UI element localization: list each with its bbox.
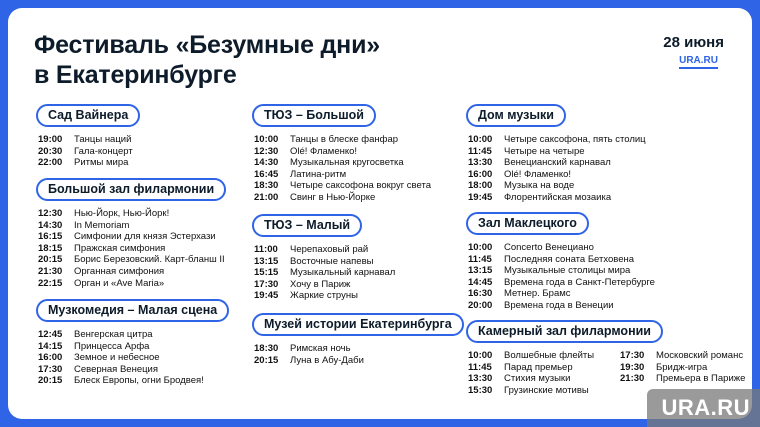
event-name: Музыкальные столицы мира xyxy=(504,265,631,277)
section-tyuz-big xyxy=(252,104,431,204)
event-name: Луна в Абу-Даби xyxy=(290,354,364,366)
event-name: Премьера в Париже xyxy=(656,373,746,385)
event-name: Бридж-игра xyxy=(656,361,708,373)
event-time: 16:45 xyxy=(254,168,279,180)
event-time: 16:15 xyxy=(38,231,63,243)
event-time: 16:30 xyxy=(468,288,493,300)
event-time: 21:30 xyxy=(38,265,63,277)
event-name: Жаркие струны xyxy=(290,290,358,302)
event-row xyxy=(254,157,431,169)
event-time: 22:15 xyxy=(38,277,63,289)
event-time: 12:45 xyxy=(38,329,63,340)
event-row xyxy=(38,243,226,255)
event-name: Olé! Фламенко! xyxy=(290,145,358,157)
section-header: Музей истории Екатеринбурга xyxy=(252,313,464,336)
event-time: 17:30 xyxy=(254,278,279,290)
event-row xyxy=(38,208,226,220)
section-maklecky xyxy=(466,212,655,312)
event-name: Венгерская цитра xyxy=(74,329,153,340)
event-row xyxy=(38,364,229,376)
event-time: 15:30 xyxy=(468,384,493,396)
section-philharmonic xyxy=(36,178,226,289)
event-time: 20:15 xyxy=(38,375,63,387)
section-museum xyxy=(252,313,464,366)
event-time: 16:00 xyxy=(38,352,63,364)
page-title xyxy=(34,30,380,90)
event-name: Последняя соната Бетховена xyxy=(504,253,635,265)
section-header: ТЮЗ – Большой xyxy=(252,104,376,127)
event-time: 20:00 xyxy=(468,299,493,311)
event-name: Ритмы мира xyxy=(74,157,129,169)
event-row xyxy=(254,134,431,146)
event-name: Concerto Венециано xyxy=(504,242,594,253)
title-line-1: Фестиваль «Безумные дни» xyxy=(34,31,380,59)
event-name: Грузинские мотивы xyxy=(504,384,589,396)
event-name: Гала-концерт xyxy=(74,145,133,157)
event-row xyxy=(38,220,226,232)
event-time: 21:00 xyxy=(254,191,279,203)
event-time: 19:45 xyxy=(468,191,493,203)
event-list xyxy=(252,134,431,204)
section-muzkomedia xyxy=(36,299,229,387)
section-chamber xyxy=(466,320,752,396)
event-time: 10:00 xyxy=(468,134,493,145)
event-row xyxy=(468,254,655,266)
section-dom-muzyki xyxy=(466,104,646,204)
event-row xyxy=(620,350,752,362)
section-header: Сад Вайнера xyxy=(36,104,140,127)
event-row xyxy=(254,279,395,291)
event-name: Музыкальная кругосветка xyxy=(290,157,404,169)
event-row xyxy=(468,373,618,385)
event-row xyxy=(38,329,229,341)
event-time: 12:30 xyxy=(254,145,279,157)
poster-card xyxy=(8,8,752,419)
event-row xyxy=(468,134,646,146)
event-row xyxy=(254,180,431,192)
event-time: 20:15 xyxy=(38,254,63,266)
brand-logo: URA.RU xyxy=(679,55,718,69)
event-row xyxy=(468,288,655,300)
event-name: Танцы наций xyxy=(74,134,132,145)
event-name: Olé! Фламенко! xyxy=(504,168,572,180)
event-name: Стихия музыки xyxy=(504,373,571,385)
event-row xyxy=(468,362,618,374)
event-time: 20:30 xyxy=(38,145,63,157)
event-row xyxy=(254,343,464,355)
event-time: 22:00 xyxy=(38,157,63,169)
event-time: 18:30 xyxy=(254,343,279,354)
event-time: 11:45 xyxy=(468,253,492,265)
event-time: 10:00 xyxy=(468,350,493,361)
event-row xyxy=(468,242,655,254)
section-header: Дом музыки xyxy=(466,104,566,127)
event-row xyxy=(38,146,140,158)
event-list xyxy=(36,208,226,289)
section-header: Музкомедия – Малая сцена xyxy=(36,299,229,322)
event-time: 10:00 xyxy=(468,242,493,253)
event-time: 18:30 xyxy=(254,180,279,192)
event-name: Черепаховый рай xyxy=(290,244,369,255)
event-row xyxy=(254,169,431,181)
event-row xyxy=(254,244,395,256)
event-name: Симфонии для князя Эстерхази xyxy=(74,231,216,243)
event-row xyxy=(620,362,752,374)
event-name: Музыкальный карнавал xyxy=(290,267,396,279)
event-time: 14:30 xyxy=(254,157,279,169)
event-time: 19:00 xyxy=(38,134,63,145)
section-header: Камерный зал филармонии xyxy=(466,320,663,343)
event-name: Четыре саксофона, пять столиц xyxy=(504,134,646,145)
event-time: 13:15 xyxy=(468,265,493,277)
festival-date: 28 июня xyxy=(663,34,724,51)
event-time: 12:30 xyxy=(38,208,63,219)
event-time: 13:15 xyxy=(254,255,279,267)
event-time: 11:00 xyxy=(254,244,278,255)
event-time: 13:30 xyxy=(468,157,493,169)
event-row xyxy=(254,256,395,268)
event-list xyxy=(36,134,140,169)
event-name: Борис Березовский. Карт-бланш II xyxy=(74,254,225,266)
event-time: 18:15 xyxy=(38,242,63,254)
event-time: 16:00 xyxy=(468,168,493,180)
event-time: 11:45 xyxy=(468,145,492,157)
event-name: Нью-Йорк, Нью-Йорк! xyxy=(74,208,170,219)
event-time: 17:30 xyxy=(38,363,63,375)
section-header: Большой зал филармонии xyxy=(36,178,226,201)
event-row xyxy=(468,169,646,181)
event-row xyxy=(38,352,229,364)
event-row xyxy=(38,231,226,243)
event-row xyxy=(468,265,655,277)
event-row xyxy=(38,254,226,266)
event-row xyxy=(38,157,140,169)
event-name: Времена года в Санкт-Петербурге xyxy=(504,276,655,288)
event-time: 14:45 xyxy=(468,276,493,288)
event-row xyxy=(468,180,646,192)
section-sad xyxy=(36,104,140,169)
event-name: Четыре саксофона вокруг света xyxy=(290,180,431,192)
event-name: Земное и небесное xyxy=(74,352,160,364)
event-name: Свинг в Нью-Йорке xyxy=(290,191,376,203)
event-name: Волшебные флейты xyxy=(504,350,595,361)
event-time: 14:30 xyxy=(38,219,63,231)
title-line-2: в Екатеринбурге xyxy=(34,61,237,89)
event-row xyxy=(468,146,646,158)
event-row xyxy=(468,385,618,397)
event-row xyxy=(468,192,646,204)
event-row xyxy=(38,341,229,353)
event-name: Органная симфония xyxy=(74,265,165,277)
section-tyuz-small xyxy=(252,214,395,302)
event-name: Музыка на воде xyxy=(504,180,575,192)
event-name: Восточные напевы xyxy=(290,255,374,267)
event-time: 13:30 xyxy=(468,373,493,385)
event-row xyxy=(254,192,431,204)
event-name: Московский романс xyxy=(656,350,744,361)
event-list xyxy=(252,343,464,366)
event-row xyxy=(254,267,395,279)
event-name: In Memoriam xyxy=(74,219,130,231)
event-name: Венецианский карнавал xyxy=(504,157,611,169)
event-name: Парад премьер xyxy=(504,361,573,373)
event-row xyxy=(468,350,618,362)
event-time: 15:15 xyxy=(254,267,279,279)
event-name: Времена года в Венеции xyxy=(504,299,614,311)
section-header: Зал Маклецкого xyxy=(466,212,589,235)
event-row xyxy=(38,266,226,278)
event-list xyxy=(36,329,229,387)
event-name: Латина-ритм xyxy=(290,168,347,180)
event-row xyxy=(620,373,752,385)
event-name: Пражская симфония xyxy=(74,242,166,254)
event-name: Хочу в Париж xyxy=(290,278,351,290)
event-list xyxy=(466,350,618,396)
event-time: 20:15 xyxy=(254,354,279,366)
event-row xyxy=(38,278,226,290)
event-row xyxy=(254,290,395,302)
event-name: Принцесса Арфа xyxy=(74,340,150,352)
event-row xyxy=(38,134,140,146)
watermark: URA.RU xyxy=(647,389,760,427)
event-name: Танцы в блеске фанфар xyxy=(290,134,399,145)
event-time: 17:30 xyxy=(620,350,645,361)
event-row xyxy=(254,146,431,158)
event-time: 10:00 xyxy=(254,134,279,145)
event-row xyxy=(38,375,229,387)
event-time: 11:45 xyxy=(468,361,492,373)
event-name: Орган и «Ave Maria» xyxy=(74,277,165,289)
event-name: Блеск Европы, огни Бродвея! xyxy=(74,375,204,387)
event-name: Метнер. Брамс xyxy=(504,288,571,300)
event-time: 14:15 xyxy=(38,340,63,352)
section-header: ТЮЗ – Малый xyxy=(252,214,362,237)
event-list xyxy=(466,134,646,204)
event-name: Четыре на четыре xyxy=(504,145,585,157)
event-name: Флорентийская мозаика xyxy=(504,191,612,203)
event-row xyxy=(468,157,646,169)
event-name: Северная Венеция xyxy=(74,363,159,375)
event-time: 19:30 xyxy=(620,361,645,373)
event-row xyxy=(468,277,655,289)
event-time: 19:45 xyxy=(254,290,279,302)
event-time: 21:30 xyxy=(620,373,645,385)
event-list xyxy=(466,242,655,312)
event-row xyxy=(254,355,464,367)
event-list xyxy=(252,244,395,302)
event-name: Римская ночь xyxy=(290,343,351,354)
event-row xyxy=(468,300,655,312)
event-time: 18:00 xyxy=(468,180,493,192)
